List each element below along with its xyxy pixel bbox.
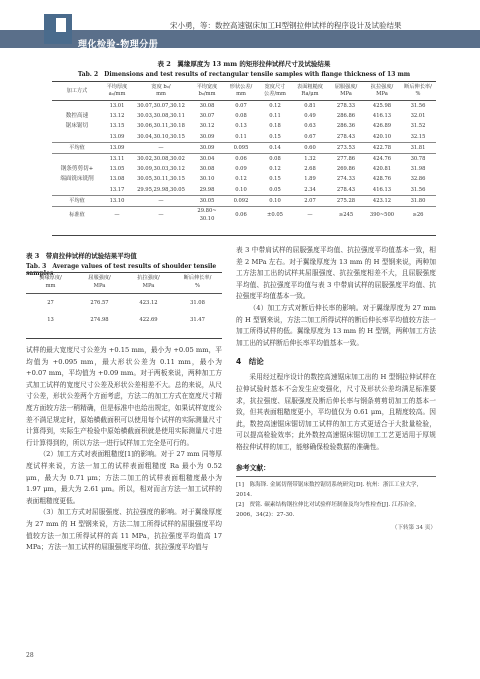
header-line-1: 加工方式 — [66, 87, 88, 94]
method-label-cell: 钢条剪剪切+ 端面铣床铣削 — [60, 166, 94, 183]
table-row — [52, 154, 436, 165]
table-cell: 416.13 — [372, 113, 392, 120]
table-cell: 29.95,29.98,30.05 — [137, 186, 185, 193]
left-paragraph-1: 试样的最大宽度尺寸公差为 +0.15 mm，最小为 +0.05 mm，平均值为 +0.095 mm，最大形状公差为 0.11 mm，最小为 +0.07 mm，平均值为 +0.09 mm。对于两板来说，两种加工方式加工试样的宽度尺寸公差及形状公差相差不大。总的来说，从尺寸公差，形状公差两个方面考虑，方法二的加工方式在宽度尺寸精度方面较方法一稍精确，但是标准中也给出规定，如果试样宽度公差不满足规定时，原始横截面积可以使用每个试样的实际测量尺寸计算得到，实际生产检验中原始横截面积就是使用实际测量尺寸进行计算得到的，所以方法一进行试样加工完全是可行的。 — [26, 346, 222, 447]
table-cell: 422.69 — [139, 316, 158, 323]
header-line-1: 屈服强度/ — [88, 275, 111, 281]
table-cell: 30.05 — [190, 195, 224, 206]
section-4-title: 4 结论 — [236, 357, 264, 367]
table-cell: 0.11 — [269, 113, 281, 120]
table-cell: 31.52 — [410, 123, 426, 130]
table-cell: 29.80~ 30.10 — [197, 208, 217, 223]
table-cell: 422.78 — [364, 142, 400, 153]
table-cell: 30.10 — [199, 176, 215, 183]
table-cell: 32.01 — [410, 113, 426, 120]
table-cell: — — [307, 212, 313, 219]
header-line-2: mm — [236, 91, 246, 97]
continued-note: （下转第 34 页） — [391, 524, 436, 531]
table-cell: 30.03,30.08,30.11 — [137, 113, 185, 120]
conclusion-paragraph: 采用经过程序设计的数控高速锯床加工出的 H 型钢拉伸试样在拉伸试验时基本不会发生应变强化，尺寸及形状公差均满足标准要求，抗拉强度、屈服强度及断后伸长率与钢条剪剪切加工的基本一致，但其表面粗糙度更小，平均值仅为 0.61 μm，且精度较高。因此，数控高速锯床锯切加工试样的加工方式更适合于大批量检验，可以提高检验效率；此外数控高速锯床锯切加工工艺更适用于厚规格拉伸试样的加工，能够确保检验数据的准确性。 — [236, 373, 436, 451]
method-label-cell: 数控高速 锯床锯切 — [65, 113, 89, 130]
table-cell: 31.56 — [410, 103, 426, 109]
table-cell: 13 — [47, 316, 54, 323]
table-cell: 420.10 — [372, 133, 392, 140]
header-line-2: mm — [156, 91, 166, 97]
table-3 — [26, 274, 222, 328]
header-line-2: b₀/mm — [198, 91, 216, 97]
table-cell: 0.08 — [269, 156, 281, 163]
table-cell: 30.07,30.07,30.12 — [137, 103, 185, 109]
header-line-2: mm — [45, 283, 56, 289]
table-cell: 0.67 — [304, 133, 316, 140]
table-cell: 13.09 — [109, 133, 125, 140]
table-cell: 30.08 — [199, 103, 215, 109]
table-cell: 30.05,30.11,30.15 — [137, 176, 185, 183]
table-cell: 424.76 — [372, 156, 392, 163]
table-2-header-cell — [190, 84, 224, 101]
table-cell: 2.07 — [292, 195, 328, 206]
table-cell: 13.01 — [109, 103, 125, 109]
table-cell: 0.07 — [235, 103, 247, 109]
table-cell: 13.15 — [109, 123, 125, 130]
header-line-2: MPa — [142, 283, 155, 289]
table-cell: 31.08 — [190, 299, 205, 306]
header-line-1: 形状公差/ — [229, 84, 253, 90]
table-cell: 32.86 — [410, 176, 426, 183]
table-cell: 390~500 — [369, 212, 395, 219]
table-2-caption-cn: 表 2 翼缘厚度为 13 mm 的矩形拉伸试样尺寸及试验结果 — [157, 60, 331, 68]
table-cell: 30.09,30.03,30.12 — [137, 166, 185, 173]
right-column — [236, 245, 436, 531]
table-cell: ≥26 — [412, 212, 424, 219]
header-line-1: 断后伸长率/ — [404, 84, 432, 90]
table-cell: 428.76 — [372, 176, 392, 183]
table-cell: 30.04,30.10,30.15 — [137, 133, 185, 140]
references-title: 参考文献： — [236, 463, 270, 472]
table-cell: 2.34 — [304, 186, 316, 193]
left-paragraph-2: （2）加工方式对表面粗糙度[1]的影响。对于 27 mm 同等厚度试样来说，方法一加工的试样表面粗糙度 Ra 最小为 0.52 μm，最大为 0.71 μm；方法二加工的试样表面粗糙度最小为 1.97 μm，最大为 2.61 μm。所以，相对而言方法一加工试样的表面粗糙度更低。 — [26, 450, 222, 505]
table-cell: 0.095 — [224, 142, 258, 153]
table-cell: 30.02,30.08,30.02 — [137, 156, 185, 163]
table-cell: 0.10 — [235, 186, 247, 193]
table-cell: — — [132, 142, 190, 153]
standard-label-cell: 标准值 — [69, 211, 85, 218]
header-line-1: 抗拉强度/ — [137, 275, 160, 281]
table-row — [52, 132, 436, 143]
table-cell: 269.86 — [336, 166, 356, 173]
table-cell: 275.28 — [328, 195, 364, 206]
table-cell: 31.56 — [410, 186, 426, 193]
table-2-header-cell — [132, 84, 190, 101]
average-row — [52, 142, 436, 153]
table-cell: — — [132, 195, 190, 206]
table-cell: 13.17 — [109, 186, 125, 193]
average-row — [52, 195, 436, 206]
table-cell: 273.53 — [328, 142, 364, 153]
right-paragraph-1: 表 3 中带肩试样的屈服强度平均值、抗拉强度平均值基本一致，相差 2 MPa 左右。对于翼缘厚度为 13 mm 的 H 型钢来说，两种加工方法加工出的试样其屈服强度、抗拉强度相差不大，且屈服强度平均值、抗拉强度平均值与表 3 中带肩试样的屈服强度平均值、抗拉强度平均值基本一致。 — [236, 246, 436, 301]
table-2-header-cell — [224, 84, 258, 101]
table-cell: 30.78 — [410, 156, 426, 163]
table-3-caption-en: Tab. 3 Average values of test results of shoulder tensile samples — [26, 263, 217, 277]
table-cell: 0.12 — [269, 103, 281, 109]
table-2-header-cell — [258, 84, 292, 101]
table-cell: 27 — [47, 299, 54, 306]
table-cell: 420.81 — [372, 166, 392, 173]
table-cell: 13.09 — [102, 142, 132, 153]
table-cell: 32.15 — [410, 133, 426, 140]
table-cell: 0.11 — [235, 133, 247, 140]
table-cell: 0.15 — [269, 133, 281, 140]
header-line-1: 屈服强度/ — [334, 84, 358, 90]
header-line-1: 平均厚度 — [106, 84, 128, 90]
header-line-1: 宽度 b₀/ — [151, 84, 171, 90]
table-2-header-cell — [292, 84, 328, 101]
table-3-header-cell — [173, 274, 222, 294]
table-cell: 423.12 — [364, 195, 400, 206]
header-line-1: 平均宽度 — [196, 84, 218, 90]
header-line-2: MPa — [93, 283, 106, 289]
table-cell: — — [114, 212, 120, 219]
table-3-bottom-rule — [26, 338, 222, 339]
average-label-cell: 平均值 — [52, 195, 102, 206]
header-line-1: 翼缘厚度/ — [39, 275, 62, 281]
table-cell: 1.32 — [304, 156, 316, 163]
table-cell: 30.09 — [199, 133, 215, 140]
table-row — [52, 174, 436, 184]
journal-logo-notch — [56, 18, 66, 32]
table-cell: 0.18 — [269, 123, 281, 130]
table-row — [26, 311, 222, 328]
reference-2: [2] 贾铭. 碳素结构钢拉伸比对试验样坯制备及均匀性检查[J]. 江苏冶金，2006，34(2)：27-30. — [236, 501, 420, 518]
table-3-header-row — [26, 274, 222, 294]
table-cell: 0.63 — [304, 123, 316, 130]
table-cell: 276.57 — [90, 299, 109, 306]
header-line-1: 宽度尺寸 — [264, 84, 286, 90]
table-cell: 0.13 — [235, 123, 247, 130]
table-2-header-cell — [364, 84, 400, 101]
header-line-2: % — [415, 91, 421, 97]
table-cell: 2.68 — [304, 166, 316, 173]
table-cell: 31.47 — [190, 316, 205, 323]
table-cell: 278.43 — [336, 186, 356, 193]
running-head: 宋小勇，等：数控高速锯床加工H型钢拉伸试样的程序设计及试验结果 — [170, 21, 402, 30]
table-cell: 13.12 — [109, 113, 125, 120]
table-cell: 13.05 — [109, 166, 125, 173]
header-line-1: 表面粗糙度 — [297, 84, 323, 90]
table-cell: 0.10 — [258, 195, 292, 206]
table-cell: 0.08 — [235, 113, 247, 120]
table-cell: 30.08 — [199, 166, 215, 173]
table-cell: 30.07 — [199, 113, 215, 120]
header-line-2: 公差/mm — [264, 91, 286, 97]
table-2-bottom-rule — [52, 235, 436, 236]
table-cell: 31.81 — [400, 142, 436, 153]
references-rule — [236, 476, 436, 477]
standard-row — [52, 207, 436, 224]
table-cell: 30.06,30.11,30.18 — [137, 123, 185, 130]
table-3-header-cell — [26, 274, 75, 294]
table-2-header-row — [52, 84, 436, 101]
table-2-header-cell — [400, 84, 436, 101]
table-cell: 0.05 — [269, 186, 281, 193]
right-paragraph-2: （4）加工方式对断后伸长率的影响。对于翼缘厚度为 27 mm 的 H 型钢来说，方法二加工所得试样的断后伸长率平均值较方法一加工所得试样的低。翼缘厚度为 13 mm 的 H 型钢，两种加工方法加工出的试样断后伸长率平均值基本一致。 — [236, 303, 436, 347]
table-row — [52, 111, 436, 121]
table-cell: 1.89 — [304, 176, 316, 183]
table-cell: 0.14 — [258, 142, 292, 153]
header-line-2: MPa — [376, 91, 388, 97]
table-cell: 13.10 — [102, 195, 132, 206]
table-cell: ±0.05 — [267, 212, 283, 219]
table-2 — [52, 84, 436, 223]
table-cell: 286.36 — [336, 123, 356, 130]
table-row — [52, 101, 436, 112]
journal-header-bar — [0, 30, 480, 48]
header-line-1: 断后伸长率/ — [183, 275, 212, 281]
left-paragraph-3: （3）加工方式对屈服强度、抗拉强度的影响。对于翼缘厚度为 27 mm 的 H 型钢来说，方法二加工所得试样的屈服强度平均值较方法一加工所得试样的高 11 MPa，抗拉强度平均值高 17 MPa；方法一加工试样的屈服强度平均值、抗拉强度平均值与 — [26, 508, 222, 552]
table-2-header-cell — [102, 84, 132, 101]
table-cell: 29.98 — [199, 186, 215, 193]
table-cell: 30.09 — [190, 142, 224, 153]
table-row — [52, 164, 436, 174]
table-cell: 13.11 — [109, 156, 125, 163]
table-cell: 0.06 — [235, 156, 247, 163]
table-2-header-cell — [328, 84, 364, 101]
table-cell: 277.86 — [336, 156, 356, 163]
table-cell: 0.49 — [304, 113, 316, 120]
header-line-2: % — [195, 283, 200, 289]
table-cell: 0.12 — [269, 166, 281, 173]
header-line-2: Ra/μm — [301, 91, 319, 97]
table-3-top-rule — [26, 272, 222, 273]
table-cell: 0.06 — [235, 212, 247, 219]
table-cell: 286.86 — [336, 113, 356, 120]
table-cell: 278.43 — [336, 133, 356, 140]
table-cell: 30.04 — [199, 156, 215, 163]
average-label-cell: 平均值 — [52, 142, 102, 153]
table-cell: 274.98 — [90, 316, 109, 323]
table-cell: 0.81 — [304, 103, 316, 109]
table-cell: 0.12 — [235, 176, 247, 183]
table-cell: 416.13 — [372, 186, 392, 193]
table-cell: 0.09 — [235, 166, 247, 173]
journal-logo-text: 理化检验-物理分册 — [78, 40, 159, 50]
header-line-1: 抗拉强度/ — [370, 84, 394, 90]
table-cell: — — [158, 212, 164, 219]
reference-1: [1] 陈海锋. 金属切削带锯床数控锯切系统研究[D]. 杭州：浙江工业大学，2014. — [236, 481, 423, 498]
table-cell: 0.15 — [269, 176, 281, 183]
table-2-caption-en: Tab. 2 Dimensions and test results of rectangular tensile samples with flange thickness of 13 mm — [77, 71, 411, 78]
table-3-caption-cn: 表 3 带肩拉伸试样的试验结果平均值 — [26, 252, 137, 260]
table-cell: 30.12 — [199, 123, 215, 130]
table-cell: ≥245 — [338, 212, 354, 219]
table-cell: 278.33 — [336, 103, 356, 109]
header-line-2: a₀/mm — [108, 91, 126, 97]
table-row — [52, 121, 436, 131]
left-column — [26, 345, 222, 554]
table-cell: 274.33 — [336, 176, 356, 183]
table-cell: 31.98 — [410, 166, 426, 173]
table-2-header-cell — [52, 84, 102, 101]
table-3-header-cell — [75, 274, 124, 294]
table-row — [52, 185, 436, 196]
table-row — [26, 294, 222, 312]
header-line-2: MPa — [340, 91, 352, 97]
table-3-header-cell — [124, 274, 173, 294]
table-cell: 426.89 — [372, 123, 392, 130]
table-cell: 0.60 — [292, 142, 328, 153]
table-cell: 13.08 — [109, 176, 125, 183]
table-cell: 0.092 — [224, 195, 258, 206]
table-cell: 425.98 — [372, 103, 392, 109]
table-cell: 423.12 — [139, 299, 158, 306]
table-2-top-rule — [52, 81, 436, 82]
page-number: 28 — [26, 652, 34, 659]
table-cell: 31.80 — [400, 195, 436, 206]
